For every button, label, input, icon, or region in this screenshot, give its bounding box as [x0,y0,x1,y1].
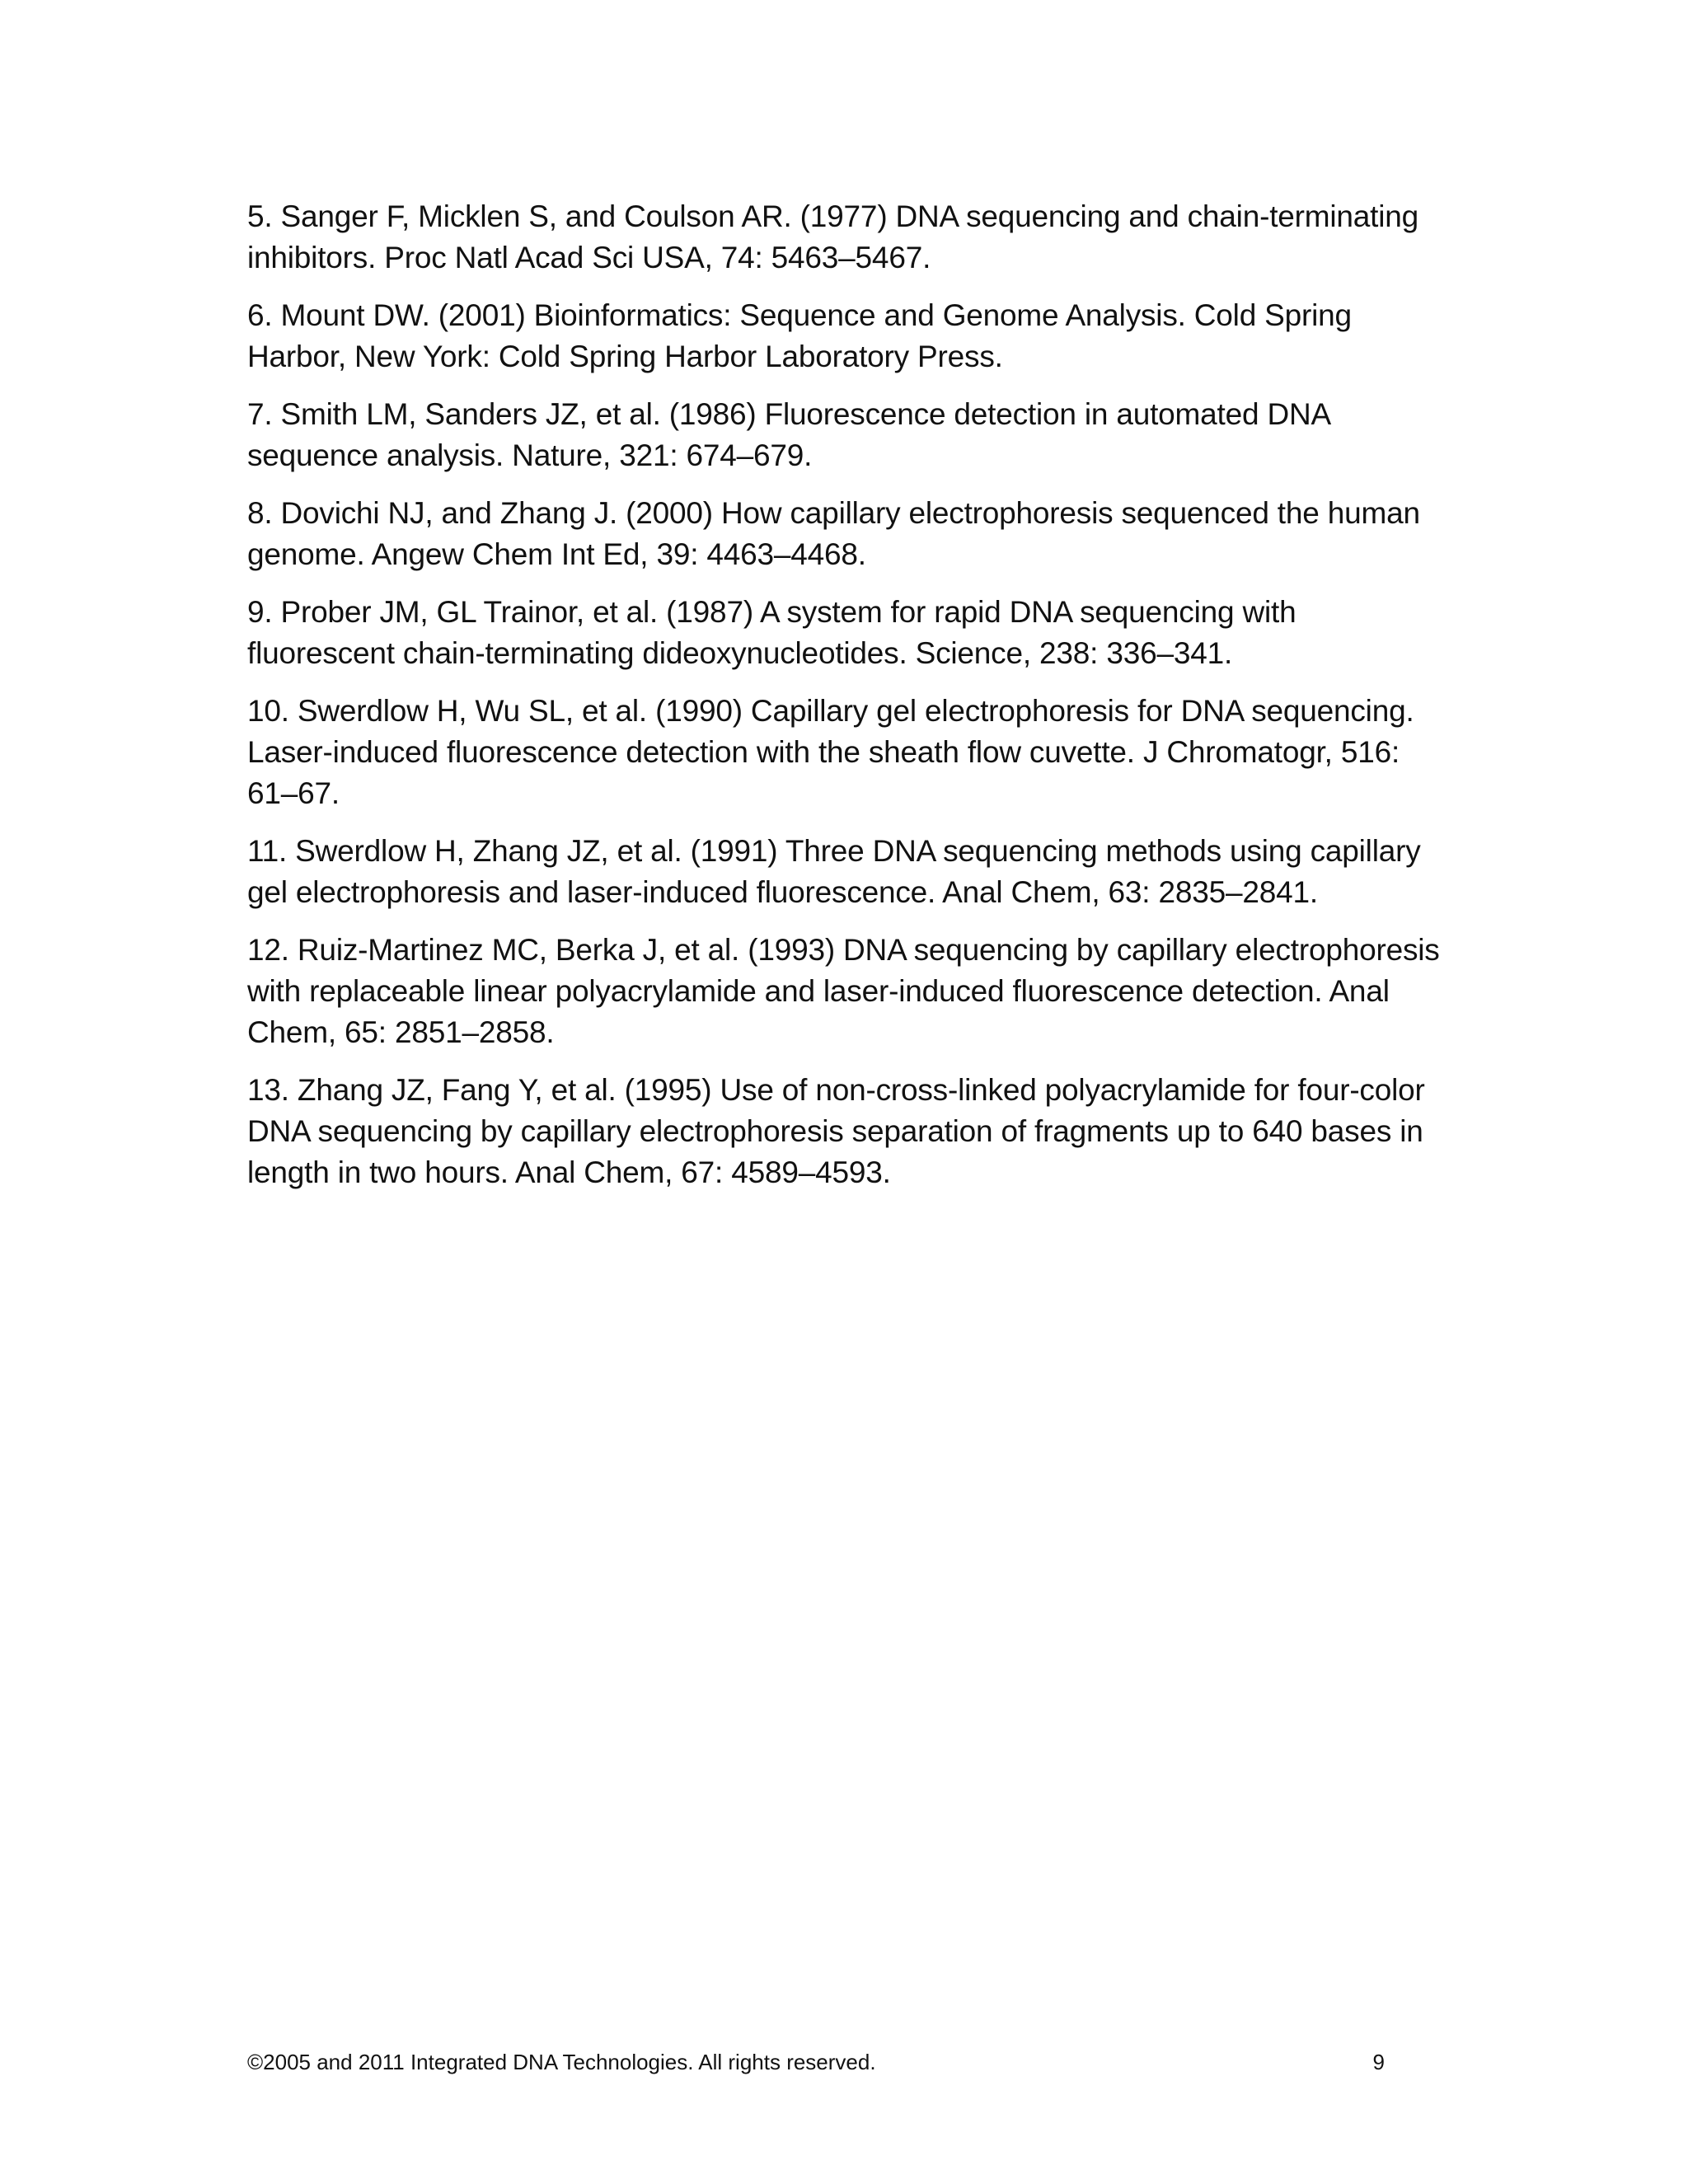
page-footer [247,2046,1385,2079]
copyright-notice: ©2005 and 2011 Integrated DNA Technologies. All rights reserved. [247,2050,876,2074]
reference-item: 9. Prober JM, GL Trainor, et al. (1987) A system for rapid DNA sequencing with fluorescent chain-terminating dideoxynucleotides. Science, 238: 336–341. [247,595,1296,670]
reference-item: 11. Swerdlow H, Zhang JZ, et al. (1991) Three DNA sequencing methods using capillary gel electrophoresis and laser-induced fluorescence. Anal Chem, 63: 2835–2841. [247,834,1421,909]
reference-list [247,196,1451,1210]
reference-item: 12. Ruiz-Martinez MC, Berka J, et al. (1993) DNA sequencing by capillary electrophoresis with replaceable linear polyacrylamide and laser-induced fluorescence detection. Anal Chem, 65: 2851–2858. [247,933,1440,1049]
reference-item: 7. Smith LM, Sanders JZ, et al. (1986) Fluorescence detection in automated DNA sequence analysis. Nature, 321: 674–679. [247,397,1329,472]
reference-item: 6. Mount DW. (2001) Bioinformatics: Sequence and Genome Analysis. Cold Spring Harbor, New York: Cold Spring Harbor Laboratory Press. [247,298,1352,373]
reference-item: 10. Swerdlow H, Wu SL, et al. (1990) Capillary gel electrophoresis for DNA sequencing. Laser-induced fluorescence detection with the sheath flow cuvette. J Chromatogr, 516: 61–67. [247,694,1414,810]
reference-item: 8. Dovichi NJ, and Zhang J. (2000) How capillary electrophoresis sequenced the human genome. Angew Chem Int Ed, 39: 4463–4468. [247,496,1420,571]
reference-item: 13. Zhang JZ, Fang Y, et al. (1995) Use of non-cross-linked polyacrylamide for four-color DNA sequencing by capillary electrophoresis separation of fragments up to 640 bases in length in two hours. Anal Chem, 67: 4589–4593. [247,1073,1425,1189]
reference-item: 5. Sanger F, Micklen S, and Coulson AR. (1977) DNA sequencing and chain-terminating inhibitors. Proc Natl Acad Sci USA, 74: 5463–5467. [247,199,1419,274]
page-number: 9 [1372,2050,1385,2074]
